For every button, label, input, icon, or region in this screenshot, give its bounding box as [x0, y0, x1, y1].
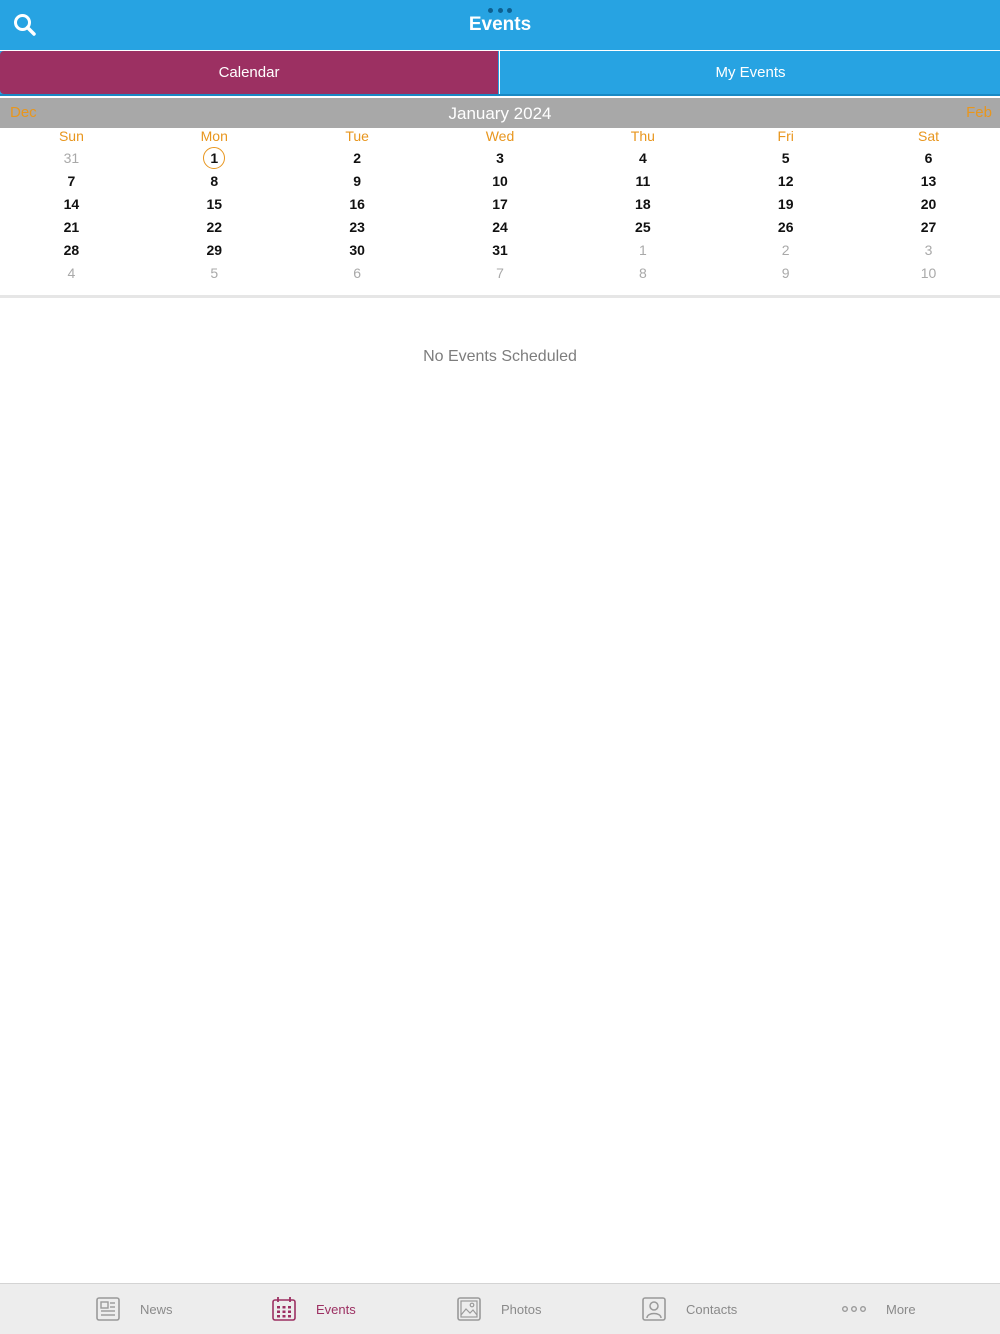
day-number: 9 [353, 173, 362, 189]
calendar-day[interactable] [0, 170, 143, 193]
day-number: 7 [67, 173, 76, 189]
day-number: 4 [638, 150, 647, 166]
day-number: 4 [67, 265, 76, 281]
tab-label: Photos [501, 1301, 542, 1317]
day-number: 10 [920, 265, 937, 281]
previous-month-button[interactable]: Dec [10, 104, 37, 121]
calendar-day[interactable] [429, 147, 572, 170]
calendar-week-row [0, 147, 1000, 170]
day-number: 25 [635, 219, 651, 235]
page-title: Events [468, 14, 532, 35]
day-number: 18 [635, 196, 651, 212]
day-number: 30 [349, 242, 365, 258]
weekday-label: Sun [58, 128, 84, 144]
calendar-day[interactable] [0, 262, 143, 285]
calendar-day[interactable] [286, 239, 429, 262]
calendar-day[interactable] [857, 170, 1000, 193]
day-number: 14 [63, 196, 80, 212]
calendar-day[interactable] [143, 239, 286, 262]
calendar-day[interactable] [143, 262, 286, 285]
calendar-day[interactable] [286, 193, 429, 216]
day-number: 28 [63, 242, 80, 258]
calendar-day[interactable] [0, 193, 143, 216]
calendar-day[interactable] [714, 262, 857, 285]
empty-state-message: No Events Scheduled [423, 348, 577, 365]
day-number: 11 [635, 173, 651, 189]
weekday-label: Tue [345, 128, 369, 144]
day-number: 10 [492, 173, 508, 189]
calendar-day[interactable] [143, 216, 286, 239]
calendar-week-row [0, 239, 1000, 262]
calendar-day[interactable] [143, 193, 286, 216]
day-number: 26 [777, 219, 794, 235]
calendar-day-today[interactable] [143, 147, 286, 170]
tab-more[interactable] [840, 1284, 916, 1334]
segmented-control [0, 51, 1000, 96]
day-number: 5 [210, 265, 219, 281]
newspaper-icon [94, 1295, 122, 1323]
calendar-day[interactable] [429, 193, 572, 216]
calendar-day[interactable] [143, 170, 286, 193]
day-number: 20 [920, 196, 937, 212]
tab-my-events[interactable]: My Events [499, 51, 1000, 94]
calendar-week-row [0, 216, 1000, 239]
calendar-day[interactable] [857, 216, 1000, 239]
next-month-button[interactable]: Feb [966, 104, 992, 121]
calendar-day[interactable] [571, 147, 714, 170]
month-title: January 2024 [448, 104, 552, 123]
calendar-day[interactable] [714, 216, 857, 239]
calendar-icon [270, 1295, 298, 1323]
more-icon [840, 1295, 868, 1323]
calendar-day[interactable] [714, 239, 857, 262]
day-number: 23 [349, 219, 365, 235]
calendar-day[interactable] [571, 193, 714, 216]
day-number: 13 [920, 173, 937, 189]
day-number: 31 [492, 242, 508, 258]
tab-calendar[interactable]: Calendar [0, 51, 498, 94]
tab-events[interactable] [270, 1284, 356, 1334]
tab-photos[interactable] [455, 1284, 541, 1334]
bottom-tab-bar [0, 1283, 1000, 1334]
day-number: 5 [781, 150, 790, 166]
calendar-day[interactable] [0, 239, 143, 262]
weekday-label: Wed [485, 128, 515, 144]
day-number: 29 [206, 242, 223, 258]
tab-label: News [140, 1301, 173, 1317]
day-number: 27 [920, 219, 937, 235]
divider [0, 295, 1000, 298]
day-number: 24 [492, 219, 508, 235]
day-number: 6 [924, 150, 933, 166]
calendar-day[interactable] [571, 239, 714, 262]
calendar-day[interactable] [429, 239, 572, 262]
weekday-label: Thu [630, 128, 655, 144]
weekday-label: Sat [918, 128, 940, 144]
day-number: 2 [781, 242, 790, 258]
day-number: 16 [349, 196, 365, 212]
calendar-day[interactable] [857, 147, 1000, 170]
calendar-day[interactable] [857, 239, 1000, 262]
day-number: 6 [353, 265, 362, 281]
day-number: 9 [781, 265, 790, 281]
calendar-day[interactable] [286, 216, 429, 239]
day-number: 22 [206, 219, 223, 235]
day-number: 19 [777, 196, 794, 212]
calendar-day[interactable] [0, 216, 143, 239]
day-number: 8 [638, 265, 647, 281]
day-number: 2 [353, 150, 362, 166]
photo-icon [455, 1295, 483, 1323]
calendar-week-row [0, 193, 1000, 216]
day-number: 8 [210, 173, 219, 189]
calendar-day[interactable] [429, 170, 572, 193]
weekday-header-row [0, 125, 1000, 148]
day-number: 3 [924, 242, 933, 258]
day-number: 17 [492, 196, 508, 212]
day-number: 1 [203, 147, 225, 169]
calendar-day[interactable] [571, 170, 714, 193]
tab-contacts[interactable] [640, 1284, 737, 1334]
calendar-day[interactable] [857, 193, 1000, 216]
calendar-day[interactable] [429, 216, 572, 239]
weekday-label: Fri [777, 128, 794, 144]
day-number: 31 [63, 150, 80, 166]
tab-label: Contacts [686, 1301, 738, 1317]
calendar-day[interactable] [0, 147, 143, 170]
calendar-day[interactable] [429, 262, 572, 285]
tab-label: More [886, 1301, 916, 1317]
weekday-label: Mon [200, 128, 228, 144]
day-number: 7 [496, 265, 504, 281]
calendar-day[interactable] [286, 170, 429, 193]
calendar-day[interactable] [286, 147, 429, 170]
calendar-day[interactable] [571, 262, 714, 285]
day-number: 1 [638, 242, 647, 258]
day-number: 3 [496, 150, 504, 166]
calendar-day[interactable] [286, 262, 429, 285]
calendar-day[interactable] [714, 170, 857, 193]
calendar-week-row [0, 170, 1000, 193]
calendar-day[interactable] [714, 193, 857, 216]
calendar-week-row [0, 262, 1000, 285]
calendar-day[interactable] [714, 147, 857, 170]
top-bar [0, 0, 1000, 50]
tab-label: Events [316, 1301, 356, 1317]
month-header [0, 98, 1000, 128]
tab-news[interactable] [94, 1284, 173, 1334]
contact-icon [640, 1295, 668, 1323]
day-number: 12 [777, 173, 794, 189]
day-number: 21 [63, 219, 80, 235]
calendar-day[interactable] [571, 216, 714, 239]
day-number: 15 [206, 196, 223, 212]
calendar-day[interactable] [857, 262, 1000, 285]
